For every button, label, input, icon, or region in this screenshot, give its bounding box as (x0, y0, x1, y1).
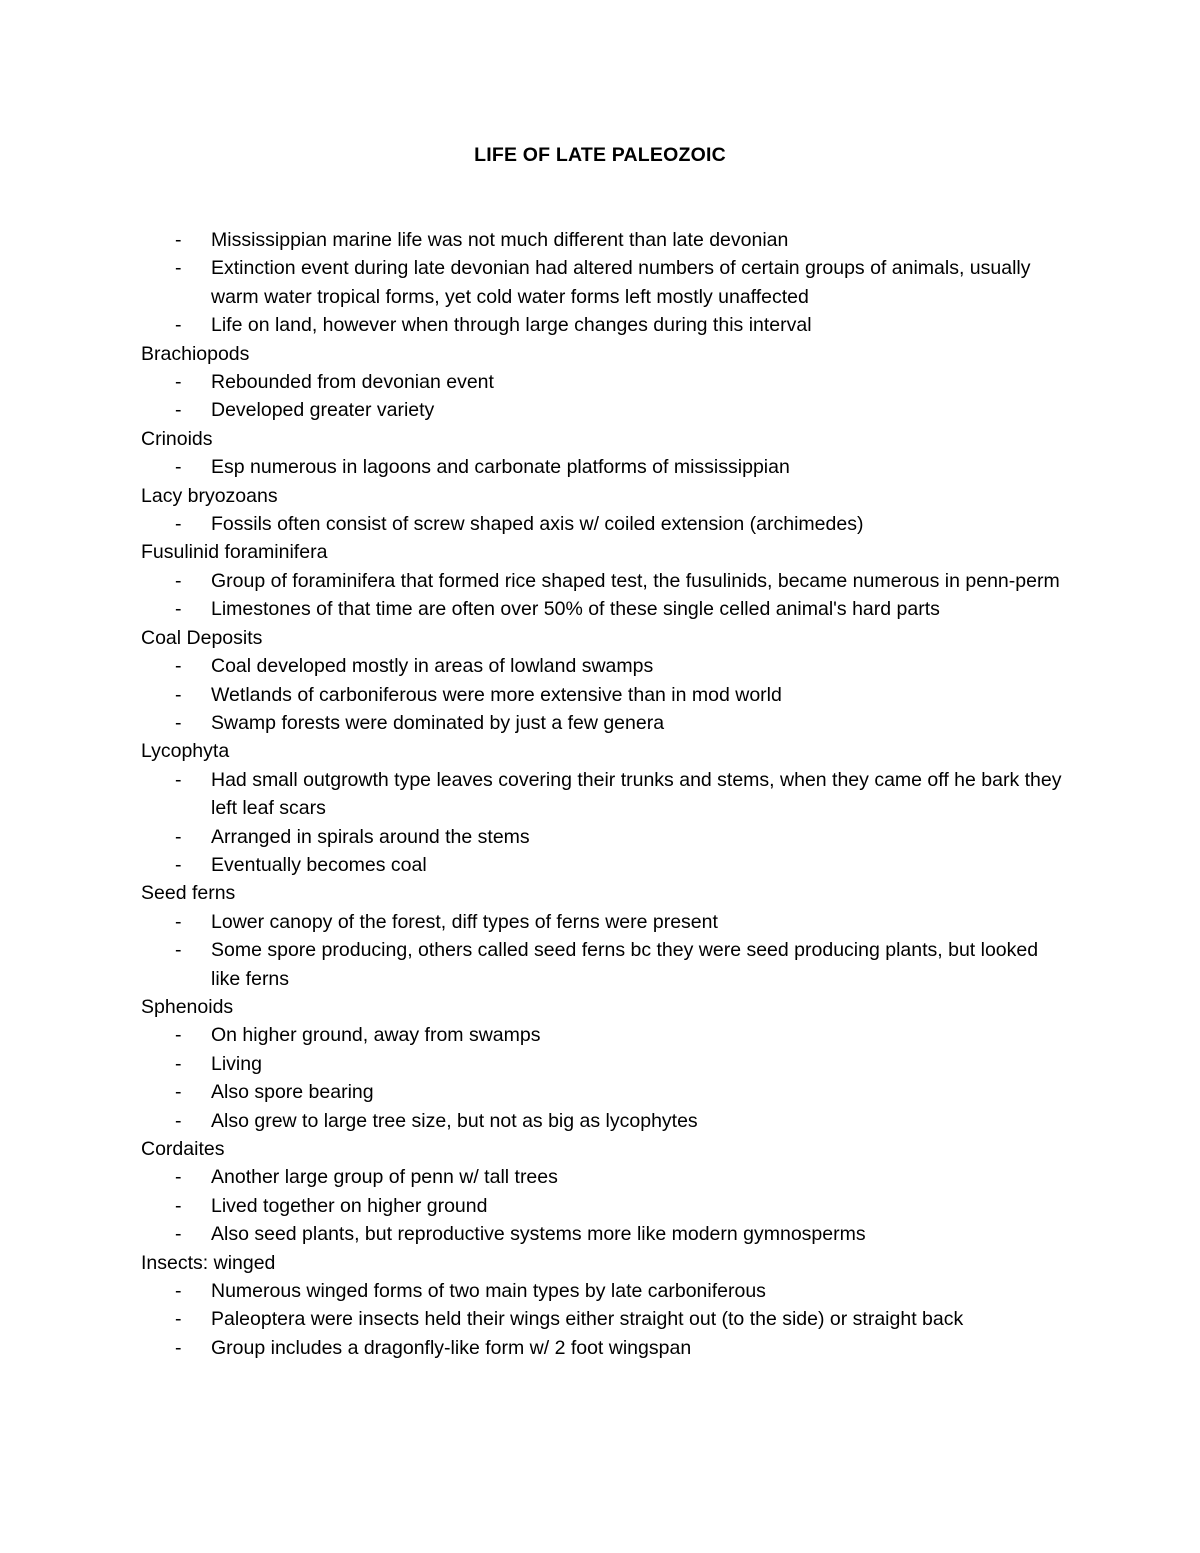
section-heading: Crinoids (141, 427, 213, 450)
list-item-text: Had small outgrowth type leaves covering their trunks and stems, when they came off he bark they left leaf scars (211, 768, 1062, 820)
list-item (141, 567, 1071, 595)
list-item-text: Also seed plants, but reproductive systems more like modern gymnosperms (211, 1223, 866, 1246)
bullet-dash: - (175, 1109, 182, 1132)
list-item (141, 311, 1071, 339)
list-item (141, 1220, 1071, 1248)
bullet-dash: - (175, 1166, 182, 1189)
bullet-dash: - (175, 1194, 182, 1217)
bullet-dash: - (175, 598, 182, 621)
list-item-text: Arranged in spirals around the stems (211, 825, 530, 848)
list-item (141, 709, 1071, 737)
bullet-dash: - (175, 768, 182, 791)
list-item-text: Mississippian marine life was not much different than late devonian (211, 229, 789, 251)
bullet-dash: - (175, 711, 182, 734)
list-item-text: Paleoptera were insects held their wings either straight out (to the side) or straight back (211, 1308, 964, 1331)
list-item-text: Group includes a dragonfly-like form w/ 2 foot wingspan (211, 1336, 692, 1359)
list-item (141, 936, 1071, 993)
bullet-dash: - (175, 569, 182, 592)
section-heading: Seed ferns (141, 882, 236, 905)
list-item (141, 1021, 1071, 1049)
bullet-dash: - (175, 655, 182, 678)
bullet-dash: - (175, 683, 182, 706)
list-item-text: Esp numerous in lagoons and carbonate platforms of mississippian (211, 456, 790, 479)
list-item-text: Some spore producing, others called seed ferns bc they were seed producing plants, but looked like ferns (211, 939, 1039, 990)
list-item-text: Numerous winged forms of two main types by late carboniferous (211, 1280, 766, 1303)
list-item (141, 1107, 1071, 1135)
list-item-text: Extinction event during late devonian had altered numbers of certain groups of animals, usually warm water tropical forms, yet cold water forms left mostly unaffected (211, 257, 1031, 308)
bullet-dash: - (175, 1280, 182, 1303)
list-item-text: Coal developed mostly in areas of lowland swamps (211, 655, 654, 678)
bullet-dash: - (175, 1336, 182, 1359)
list-item-text: Wetlands of carboniferous were more extensive than in mod world (211, 683, 782, 706)
section-heading: Lacy bryozoans (141, 484, 278, 507)
section-heading: Insects: winged (141, 1251, 276, 1274)
list-item-text: On higher ground, away from swamps (211, 1024, 541, 1047)
list-item (141, 510, 1071, 538)
list-item (141, 1050, 1071, 1078)
list-item (141, 1305, 1071, 1333)
section-heading: Coal Deposits (141, 626, 263, 649)
list-item (141, 595, 1071, 623)
list-item (141, 823, 1071, 851)
section-heading: Sphenoids (141, 995, 234, 1018)
section-heading: Cordaites (141, 1138, 225, 1160)
list-item-text: Limestones of that time are often over 50% of these single celled animal's hard parts (211, 598, 940, 621)
section-heading: Brachiopods (141, 342, 250, 365)
list-item (141, 681, 1071, 709)
list-item-text: Eventually becomes coal (211, 853, 427, 876)
bullet-dash: - (175, 825, 182, 848)
bullet-dash: - (175, 371, 182, 394)
list-item-text: Rebounded from devonian event (211, 371, 494, 394)
list-item (141, 1192, 1071, 1220)
list-item-text: Swamp forests were dominated by just a few genera (211, 711, 665, 734)
list-item (141, 1163, 1071, 1191)
list-item-text: Living (211, 1052, 262, 1075)
list-item (141, 1078, 1071, 1106)
section-heading: Fusulinid foraminifera (141, 541, 328, 564)
bullet-dash: - (175, 456, 182, 479)
bullet-dash: - (175, 257, 182, 280)
section-heading: Lycophyta (141, 740, 230, 763)
list-item (141, 368, 1071, 396)
list-item (141, 1277, 1071, 1305)
bullet-dash: - (175, 853, 182, 876)
list-item (141, 1334, 1071, 1362)
list-item (141, 254, 1071, 311)
bullet-dash: - (175, 1024, 182, 1047)
list-item-text: Lived together on higher ground (211, 1194, 488, 1217)
list-item (141, 766, 1071, 823)
bullet-dash: - (175, 939, 182, 962)
bullet-dash: - (175, 1052, 182, 1075)
list-item (141, 226, 1071, 254)
bullet-dash: - (175, 1223, 182, 1246)
list-item-text: Also grew to large tree size, but not as big as lycophytes (211, 1109, 698, 1132)
list-item-text: Lower canopy of the forest, diff types of ferns were present (211, 910, 718, 933)
document-body (141, 226, 1071, 1362)
list-item (141, 908, 1071, 936)
page-title: LIFE OF LATE PALEOZOIC (474, 144, 726, 166)
list-item-text: Group of foraminifera that formed rice shaped test, the fusulinids, became numerous in penn-perm (211, 569, 1060, 592)
list-item (141, 652, 1071, 680)
bullet-dash: - (175, 1081, 182, 1104)
bullet-dash: - (175, 314, 182, 337)
list-item-text: Developed greater variety (211, 399, 435, 422)
list-item-text: Also spore bearing (211, 1081, 374, 1104)
bullet-dash: - (175, 910, 182, 933)
bullet-dash: - (175, 399, 182, 422)
bullet-dash: - (175, 1308, 182, 1331)
list-item-text: Fossils often consist of screw shaped axis w/ coiled extension (archimedes) (211, 513, 864, 536)
list-item (141, 851, 1071, 879)
list-item (141, 396, 1071, 424)
bullet-dash: - (175, 229, 182, 251)
list-item (141, 453, 1071, 481)
list-item-text: Life on land, however when through large changes during this interval (211, 314, 812, 337)
bullet-dash: - (175, 513, 182, 536)
list-item-text: Another large group of penn w/ tall trees (211, 1166, 558, 1189)
